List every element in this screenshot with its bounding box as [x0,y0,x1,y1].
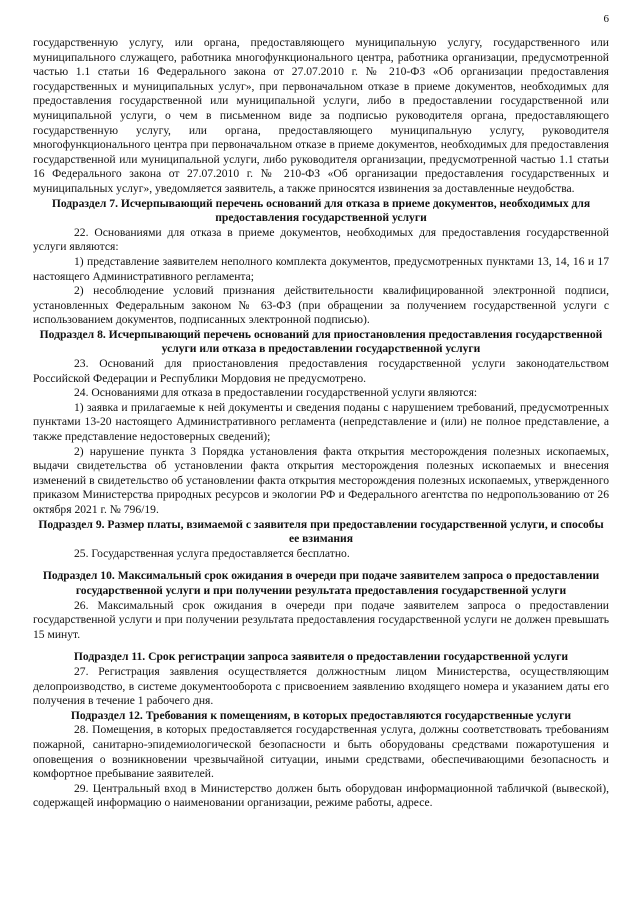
paragraph-24-item-1: 1) заявка и прилагаемые к ней документы и сведения поданы с нарушением требований, предусмотренных пунктами 13-20 настоящего Административного регламента (непредставление и (или) не полное представление, а также представление недостоверных сведений); [33,400,609,444]
paragraph-24: 24. Основаниями для отказа в предоставлении государственной услуги являются: [74,386,478,400]
paragraph-22-item-1: 1) представление заявителем неполного комплекта документов, предусмотренных пунктами 13, 14, 16 и 17 настоящего Административного регламента; [33,254,609,283]
subsection-10-heading: Подраздел 10. Максимальный срок ожидания в очереди при подаче заявителем запроса о предоставлении государственной услуги и при получении результата предоставления государственной услуги [42,569,600,597]
paragraph-25: 25. Государственная услуга предоставляется бесплатно. [74,546,350,560]
paragraph-26: 26. Максимальный срок ожидания в очереди при подаче заявителем запроса о предоставлении государственной услуги и при получении результата предоставления государственной услуги не должен превышать 15 минут. [33,598,609,641]
paragraph-22-item-2: 2) несоблюдение условий признания действительности квалифицированной электронной подписи, установленных Федеральным законом № 63-ФЗ (при обращении за получением государственной услуги с использованием документов, подписанных электронной подписью). [33,284,609,327]
page-number: 6 [603,13,609,25]
paragraph-29: 29. Центральный вход в Министерство должен быть оборудован информационной табличкой (вывеской), содержащей информацию о наименовании организации, режиме работы, адресе. [33,781,609,810]
subsection-7-heading: Подраздел 7. Исчерпывающий перечень оснований для отказа в приеме документов, необходимых для предоставления государственной услуги [51,196,591,225]
subsection-11-heading: Подраздел 11. Срок регистрации запроса заявителя о предоставлении государственной услуги [73,650,569,664]
subsection-12-heading: Подраздел 12. Требования к помещениям, в которых предоставляются государственные услуги [70,708,572,722]
paragraph-24-item-2: 2) нарушение пункта 3 Порядка установления факта открытия месторождения полезных ископаемых, выдачи свидетельства об установлении факта открытия месторождения полезных ископаемых и внесения изменений в свидетельство об установлении факта открытия месторождения полезных ископаемых, утвержденного приказом Министерства природных ресурсов и экологии РФ и Федерального агентства по недропользованию от 26 октября 2021 г. № 796/19. [33,444,609,516]
document-body [33,36,609,811]
paragraph-continuation: государственную услугу, или органа, предоставляющего муниципальную услугу, государственного или муниципального служащего, работника многофункционального центра, работника организации, предусмотренной частью 1.1 статьи 16 Федерального закона от 27.07.2010 г. № 210-ФЗ «Об организации предоставления государственных и муниципальных услуг», при первоначальном отказе в приеме документов, необходимых для предоставления государственной или муниципальной услуги, либо в предоставлении государственной или муниципальной услуги, о чем в письменном виде за подписью руководителя органа, предоставляющего государственную услугу, или органа, предоставляющего муниципальную услугу, руководителя многофункционального центра при первоначальном отказе в приеме документов, необходимых для предоставления государственной или муниципальной услуги, либо руководителя организации, предусмотренной частью 1.1 статьи 16 Федерального закона от 27.07.2010 г. № 210-ФЗ «Об организации предоставления государственных и муниципальных услуг», уведомляется заявитель, а также приносятся извинения за доставленные неудобства. [33,36,609,195]
paragraph-22: 22. Основаниями для отказа в приеме документов, необходимых для предоставления государственной услуги являются: [33,225,609,254]
paragraph-28: 28. Помещения, в которых предоставляется государственная услуга, должны соответствовать требованиям пожарной, санитарно-эпидемиологической безопасности и быть оборудованы средствами пожаротушения и оповещения о возникновении чрезвычайной ситуации, иными средствами, обеспечивающими безопасность и комфортное пребывание заявителей. [33,723,609,781]
subsection-8-heading: Подраздел 8. Исчерпывающий перечень оснований для приостановления предоставления государственной услуги или отказа в предоставлении государственной услуги [39,327,603,356]
paragraph-23: 23. Оснований для приостановления предоставления государственной услуги законодательством Российской Федерации и Республики Мордовия не предусмотрено. [33,357,609,385]
paragraph-27: 27. Регистрация заявления осуществляется должностным лицом Министерства, осуществляющим делопроизводство, в системе документооборота с присвоением заявлению входящего номера и указанием даты его получения в течение 1 рабочего дня. [33,664,609,708]
subsection-9-heading: Подраздел 9. Размер платы, взимаемой с заявителя при предоставлении государственной услуги, и способы ее взимания [38,517,604,546]
